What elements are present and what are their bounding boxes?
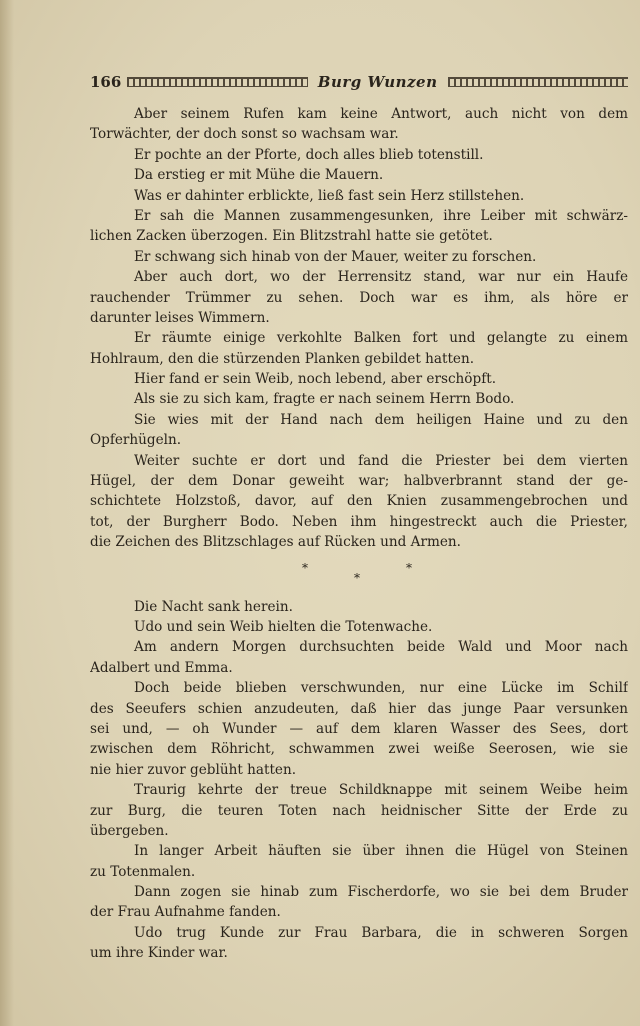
text-line: Er schwang sich hinab von der Mauer, weiter zu forschen.: [134, 248, 537, 265]
text-line: des Seeufers schien anzudeuten, daß hier das junge Paar versunken: [90, 700, 628, 717]
text-line: lichen Zacken überzogen. Ein Blitzstrahl hatte sie getötet.: [90, 228, 493, 245]
text-line: Adalbert und Emma.: [90, 659, 233, 676]
text-line: Er sah die Mannen zusammengesunken, ihre Leiber mit schwärz-: [134, 207, 628, 224]
text-section-before: [90, 104, 628, 553]
text-line: Hohlraum, den die stürzenden Planken gebildet hatten.: [90, 350, 475, 367]
page-header: [90, 71, 628, 93]
text-line: Er pochte an der Pforte, doch alles blieb totenstill.: [134, 146, 484, 163]
paragraph: [90, 206, 628, 247]
paragraph: [90, 145, 628, 165]
body-text: [90, 104, 628, 964]
section-break: [90, 553, 628, 597]
ornament-left: [127, 77, 307, 87]
paragraph: [90, 882, 628, 923]
text-line: Er räumte einige verkohlte Balken fort und gelangte zu einem: [134, 330, 628, 347]
text-section-after: [90, 597, 628, 964]
text-line: der Frau Aufnahme fanden.: [90, 904, 281, 921]
paragraph: [90, 923, 628, 964]
paragraph: [90, 389, 628, 409]
text-line: zwischen dem Röhricht, schwammen zwei weiße Seerosen, wie sie: [90, 741, 628, 758]
ornament-right: [448, 77, 628, 87]
paragraph: [90, 410, 628, 451]
paragraph: [90, 637, 628, 678]
text-line: In langer Arbeit häuften sie über ihnen die Hügel von Steinen: [134, 843, 628, 860]
text-line: Die Nacht sank herein.: [134, 598, 293, 615]
text-line: Opferhügeln.: [90, 432, 182, 449]
paragraph: [90, 104, 628, 145]
text-line: zu Totenmalen.: [90, 863, 196, 880]
text-line: tot, der Burgherr Bodo. Neben ihm hingestreckt auch die Priester,: [90, 513, 628, 530]
page-number: 166: [90, 73, 122, 91]
text-line: darunter leises Wimmern.: [90, 309, 270, 326]
running-title: Burg Wunzen: [317, 73, 438, 91]
paragraph: [90, 841, 628, 882]
star-2: *: [354, 570, 360, 585]
text-line: Hier fand er sein Weib, noch lebend, aber erschöpft.: [134, 371, 497, 388]
text-line: Aber seinem Rufen kam keine Antwort, auch nicht von dem: [134, 106, 628, 122]
text-line: Udo und sein Weib hielten die Totenwache.: [134, 618, 433, 635]
text-line: Als sie zu sich kam, fragte er nach seinem Herrn Bodo.: [134, 391, 515, 408]
paragraph: [90, 247, 628, 267]
paragraph: [90, 780, 628, 841]
star-3: *: [406, 560, 412, 575]
text-line: Was er dahinter erblickte, ließ fast sein Herz stillstehen.: [134, 187, 525, 204]
text-line: nie hier zuvor geblüht hatten.: [90, 761, 297, 778]
text-line: um ihre Kinder war.: [90, 945, 228, 962]
text-line: übergeben.: [90, 822, 169, 839]
text-line: schichtete Holzstoß, davor, auf den Knien zusammengebrochen und: [90, 493, 628, 510]
text-line: Weiter suchte er dort und fand die Priester bei dem vierten: [134, 452, 628, 469]
text-line: Da erstieg er mit Mühe die Mauern.: [134, 167, 384, 184]
paragraph: [90, 165, 628, 185]
paragraph: [90, 186, 628, 206]
paragraph: [90, 597, 628, 617]
text-line: sei und, — oh Wunder — auf dem klaren Wasser des Sees, dort: [90, 720, 628, 737]
paragraph: [90, 369, 628, 389]
text-line: rauchender Trümmer zu sehen. Doch war es ihm, als höre er: [90, 289, 628, 306]
text-line: Doch beide blieben verschwunden, nur eine Lücke im Schilf: [134, 680, 628, 697]
text-line: die Zeichen des Blitzschlages auf Rücken und Armen.: [90, 534, 461, 551]
text-line: Aber auch dort, wo der Herrensitz stand, war nur ein Haufe: [134, 269, 628, 286]
text-line: Dann zogen sie hinab zum Fischerdorfe, wo sie bei dem Bruder: [134, 884, 628, 901]
text-line: Udo trug Kunde zur Frau Barbara, die in schweren Sorgen: [134, 924, 628, 941]
text-line: Hügel, der dem Donar geweiht war; halbverbrannt stand der ge-: [90, 473, 628, 490]
text-line: Torwächter, der doch sonst so wachsam war.: [90, 126, 399, 143]
paragraph: [90, 451, 628, 553]
paragraph: [90, 678, 628, 780]
star-1: *: [302, 560, 308, 575]
text-line: Sie wies mit der Hand nach dem heiligen Haine und zu den: [134, 411, 628, 428]
text-line: Am andern Morgen durchsuchten beide Wald und Moor nach: [134, 639, 628, 656]
paragraph: [90, 617, 628, 637]
text-line: Traurig kehrte der treue Schildknappe mit seinem Weibe heim: [134, 782, 628, 799]
page-fold-shadow: [0, 0, 14, 1026]
text-line: zur Burg, die teuren Toten nach heidnischer Sitte der Erde zu: [90, 802, 628, 819]
paragraph: [90, 267, 628, 328]
paragraph: [90, 328, 628, 369]
